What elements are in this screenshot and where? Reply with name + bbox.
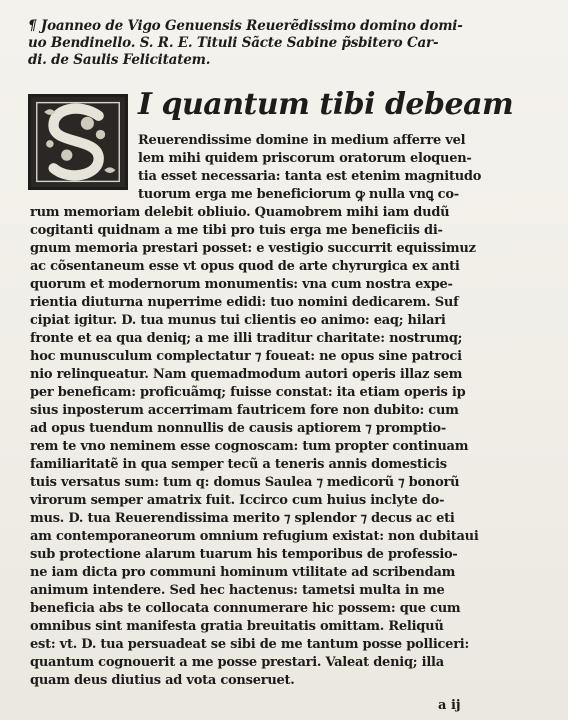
body-line: rum memoriam delebit obliuio. Quamobrem mihi iam dudũ — [30, 205, 450, 220]
body-line: est: vt. D. tua persuadeat se sibi de me tantum posse polliceri: — [30, 637, 470, 652]
body-line: cogitanti quidnam a me tibi pro tuis erga me beneficiis di- — [30, 223, 443, 238]
body-line: virorum semper amatrix fuit. Iccirco cum huius inclyte do- — [30, 493, 445, 508]
body-line: beneficia abs te collocata connumerare hic possem: que cum — [30, 601, 461, 616]
heading-line: uo Bendinello. S. R. E. Tituli Sãcte Sabine p̃sbitero Car- — [28, 35, 439, 51]
opening-words: I quantum tibi debeam — [138, 87, 514, 122]
body-line: quorum et modernorum monumentis: vna cum nostra expe- — [30, 277, 453, 292]
body-line: quantum cognouerit a me posse prestari. Valeat deniq; illa — [30, 655, 444, 670]
body-line: fronte et ea qua deniq; a me illi traditur charitate: nostrumq; — [30, 331, 463, 346]
body-line: animum intendere. Sed hec hactenus: tametsi multa in me — [30, 583, 445, 598]
body-line: quam deus diutius ad vota conseruet. — [30, 673, 295, 688]
body-line: ne iam dicta pro communi hominum vtilitate ad scribendam — [30, 565, 456, 580]
body-line: mus. D. tua Reuerendissima merito ⁊ splendor ⁊ decus ac eti — [30, 511, 455, 526]
body-line: am contemporaneorum omnium refugium existat: non dubitaui — [30, 529, 479, 544]
body-line: sius inposterum accerrimam fautricem fore non dubito: cum — [30, 403, 459, 418]
heading-line: di. de Saulis Felicitatem. — [28, 52, 211, 68]
body-line: ad opus tuendum nonnullis de causis aptiorem ⁊ promptio- — [30, 421, 446, 436]
body-line: per beneficam: proficuãmq; fuisse constat: ita etiam operis ip — [30, 385, 466, 400]
body-line: gnum memoria prestari posset: e vestigio succurrit equissimuz — [30, 241, 476, 256]
body-line: Reuerendissime domine in medium afferre vel — [138, 133, 466, 148]
body-line: rem te vno neminem esse cognoscam: tum propter continuam — [30, 439, 469, 454]
body-line: familiaritatẽ in qua semper tecũ a teneris annis domesticis — [30, 457, 447, 472]
body-line: ac cõsentaneum esse vt opus quod de arte chyrurgica ex anti — [30, 259, 460, 274]
body-line: sub protectione alarum tuarum his temporibus de professio- — [30, 547, 458, 562]
body-line: omnibus sint manifesta gratia breuitatis omittam. Reliquũ — [30, 619, 444, 634]
heading-line: ¶ Joanneo de Vigo Genuensis Reuerẽdissimo domino domi- — [28, 18, 463, 34]
body-line: tia esset necessaria: tanta est etenim magnitudo — [138, 169, 482, 184]
body-line: tuis versatus sum: tum q: domus Saulea ⁊ medicorũ ⁊ bonorũ — [30, 475, 460, 490]
body-line: hoc munusculum complectatur ⁊ foueat: ne opus sine patroci — [30, 349, 462, 364]
signature-mark: a ij — [438, 698, 461, 713]
body-line: lem mihi quidem priscorum oratorum eloquen- — [138, 151, 472, 166]
body-line: rientia diuturna nuperrime edidi: tuo nomini dedicarem. Suf — [30, 295, 459, 310]
body-line: tuorum erga me beneficiorum ꝙ nulla vnꝗ co- — [138, 187, 459, 202]
body-line: nio relinqueatur. Nam quemadmodum autori operis illaz sem — [30, 367, 463, 382]
body-line: cipiat igitur. D. tua munus tui clientis eo animo: eaq; hilari — [30, 313, 446, 328]
